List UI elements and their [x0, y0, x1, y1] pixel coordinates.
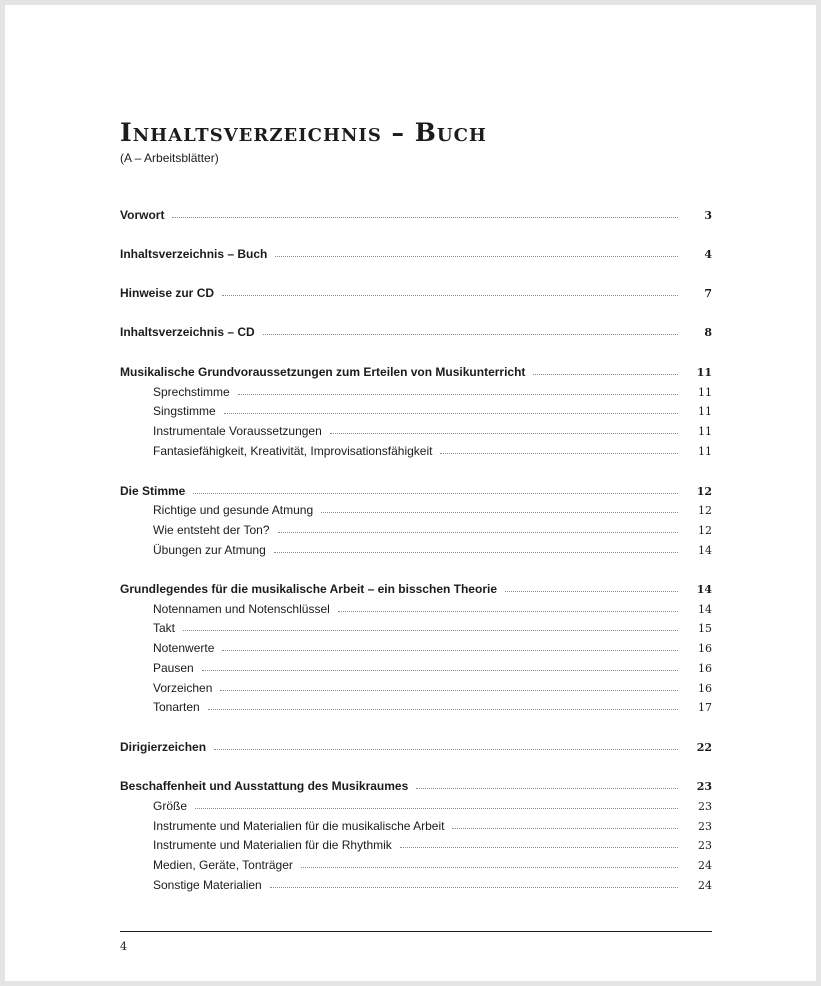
toc-entry-page: 16 — [698, 642, 712, 655]
toc-subentry-tonarten[interactable] — [120, 697, 712, 717]
dot-leader — [195, 808, 678, 809]
toc-entry-grundvoraussetzungen[interactable] — [120, 362, 712, 382]
dot-leader — [330, 433, 678, 434]
dot-leader — [505, 591, 678, 592]
toc-subentry-uebungen-atmung[interactable] — [120, 540, 712, 560]
toc-entry-label: Beschaffenheit und Ausstattung des Musikraumes — [120, 779, 409, 793]
toc-entry-label: Fantasiefähigkeit, Kreativität, Improvisationsfähigkeit — [153, 444, 433, 458]
toc-entry-page: 12 — [698, 504, 712, 517]
toc-subentry-medien[interactable] — [120, 855, 712, 875]
toc-entry-page: 8 — [704, 326, 712, 339]
toc-subentry-takt[interactable] — [120, 618, 712, 638]
toc-subentry-notennamen[interactable] — [120, 599, 712, 619]
toc-entry-label: Größe — [153, 799, 188, 813]
toc-entry-page: 16 — [698, 662, 712, 675]
toc-subentry-ton[interactable] — [120, 520, 712, 540]
toc-entry-page: 11 — [698, 445, 712, 458]
toc-entry-page: 23 — [698, 820, 712, 833]
toc-subentry-notenwerte[interactable] — [120, 638, 712, 658]
dot-leader — [214, 749, 678, 750]
toc-subentry-instrumentale-voraussetzungen[interactable] — [120, 421, 712, 441]
dot-leader — [263, 334, 678, 335]
toc-entry-label: Vorwort — [120, 208, 165, 222]
dot-leader — [202, 670, 678, 671]
dot-leader — [193, 493, 678, 494]
dot-leader — [278, 532, 678, 533]
toc-subentry-pausen[interactable] — [120, 658, 712, 678]
toc-entry-page: 23 — [698, 839, 712, 852]
toc-entry-label: Singstimme — [153, 404, 216, 418]
toc-entry-label: Sprechstimme — [153, 385, 230, 399]
toc-entry-page: 14 — [698, 544, 712, 557]
toc-subentry-vorzeichen[interactable] — [120, 678, 712, 698]
toc-subentry-atmung[interactable] — [120, 500, 712, 520]
toc-entry-page: 4 — [704, 248, 712, 261]
toc-entry-page: 24 — [698, 859, 712, 872]
toc-entry-label: Wie entsteht der Ton? — [153, 523, 270, 537]
footer-divider — [120, 931, 712, 932]
dot-leader — [416, 788, 678, 789]
toc-entry-page: 11 — [698, 425, 712, 438]
dot-leader — [270, 887, 678, 888]
toc-entry-page: 22 — [696, 741, 712, 754]
toc-entry-page: 17 — [698, 701, 712, 714]
toc-entry-vorwort[interactable] — [120, 205, 712, 225]
toc-entry-page: 23 — [696, 780, 712, 793]
toc-subentry-instrumente-arbeit[interactable] — [120, 816, 712, 836]
toc-entry-label: Inhaltsverzeichnis – Buch — [120, 247, 268, 261]
toc-entry-page: 11 — [696, 366, 712, 379]
toc-subentry-groesse[interactable] — [120, 796, 712, 816]
toc-subentry-instrumente-rhythmik[interactable] — [120, 835, 712, 855]
table-of-contents — [120, 5, 712, 981]
dot-leader — [400, 847, 678, 848]
toc-entry-label: Richtige und gesunde Atmung — [153, 503, 314, 517]
toc-entry-musikraum[interactable] — [120, 776, 712, 796]
toc-entry-label: Medien, Geräte, Tonträger — [153, 858, 293, 872]
page-title: Inhaltsverzeichnis – Buch — [120, 118, 487, 147]
toc-entry-page: 24 — [698, 879, 712, 892]
dot-leader — [440, 453, 678, 454]
toc-entry-label: Pausen — [153, 661, 194, 675]
toc-entry-label: Inhaltsverzeichnis – CD — [120, 325, 255, 339]
dot-leader — [238, 394, 678, 395]
page-number: 4 — [120, 940, 127, 953]
toc-entry-label: Dirigierzeichen — [120, 740, 207, 754]
toc-entry-die-stimme[interactable] — [120, 481, 712, 501]
toc-entry-page: 12 — [698, 524, 712, 537]
toc-entry-label: Hinweise zur CD — [120, 286, 215, 300]
toc-entry-label: Übungen zur Atmung — [153, 543, 266, 557]
dot-leader — [172, 217, 678, 218]
toc-entry-label: Instrumente und Materialien für die musikalische Arbeit — [153, 819, 445, 833]
toc-entry-label: Tonarten — [153, 700, 200, 714]
toc-entry-label: Instrumente und Materialien für die Rhythmik — [153, 838, 392, 852]
toc-entry-dirigierzeichen[interactable] — [120, 737, 712, 757]
dot-leader — [220, 690, 678, 691]
toc-subentry-sonstige[interactable] — [120, 875, 712, 895]
document-page — [5, 5, 816, 981]
toc-entry-label: Takt — [153, 621, 176, 635]
toc-entry-page: 3 — [704, 209, 712, 222]
dot-leader — [183, 630, 678, 631]
toc-entry-page: 14 — [698, 603, 712, 616]
dot-leader — [338, 611, 678, 612]
toc-entry-label: Notenwerte — [153, 641, 215, 655]
dot-leader — [533, 374, 678, 375]
toc-entry-page: 23 — [698, 800, 712, 813]
toc-entry-label: Notennamen und Notenschlüssel — [153, 602, 330, 616]
toc-entry-label: Grundlegendes für die musikalische Arbeit – ein bisschen Theorie — [120, 582, 497, 596]
toc-entry-page: 16 — [698, 682, 712, 695]
toc-entry-hinweise-cd[interactable] — [120, 283, 712, 303]
toc-subentry-singstimme[interactable] — [120, 401, 712, 421]
toc-entry-page: 7 — [704, 287, 712, 300]
toc-entry-grundlegendes[interactable] — [120, 579, 712, 599]
dot-leader — [321, 512, 678, 513]
page-subtitle: (A – Arbeitsblätter) — [120, 151, 219, 165]
toc-entry-page: 11 — [698, 405, 712, 418]
toc-subentry-sprechstimme[interactable] — [120, 382, 712, 402]
dot-leader — [222, 650, 678, 651]
toc-entry-inhaltsverzeichnis-cd[interactable] — [120, 322, 712, 342]
dot-leader — [275, 256, 678, 257]
toc-entry-page: 14 — [696, 583, 712, 596]
toc-subentry-fantasiefaehigkeit[interactable] — [120, 441, 712, 461]
toc-entry-label: Sonstige Materialien — [153, 878, 262, 892]
toc-entry-page: 15 — [698, 622, 712, 635]
dot-leader — [452, 828, 678, 829]
dot-leader — [224, 413, 678, 414]
dot-leader — [208, 709, 678, 710]
dot-leader — [301, 867, 678, 868]
toc-entry-page: 12 — [696, 485, 712, 498]
toc-entry-inhaltsverzeichnis-buch[interactable] — [120, 244, 712, 264]
dot-leader — [222, 295, 678, 296]
dot-leader — [274, 552, 678, 553]
toc-entry-label: Instrumentale Voraussetzungen — [153, 424, 322, 438]
toc-entry-page: 11 — [698, 386, 712, 399]
toc-entry-label: Vorzeichen — [153, 681, 213, 695]
toc-entry-label: Musikalische Grundvoraussetzungen zum Erteilen von Musikunterricht — [120, 365, 526, 379]
toc-entry-label: Die Stimme — [120, 484, 186, 498]
